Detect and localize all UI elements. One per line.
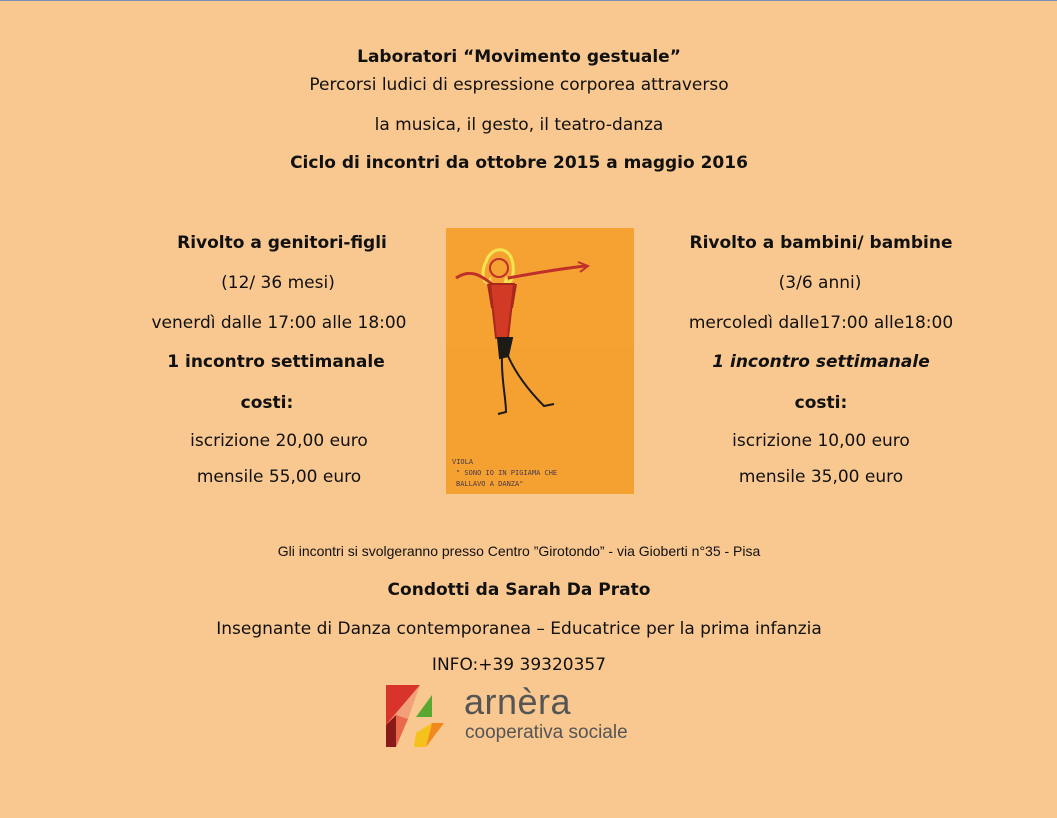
right-schedule: mercoledì dalle17:00 alle18:00 [688, 313, 954, 333]
logo-subtitle: cooperativa sociale [465, 722, 628, 743]
drawing-caption-1: VIOLA [452, 458, 474, 466]
right-frequency: 1 incontro settimanale [712, 352, 930, 372]
left-registration: iscrizione 20,00 euro [190, 431, 368, 451]
right-costs-label: costi: [794, 393, 848, 413]
right-heading: Rivolto a bambini/ bambine [689, 233, 953, 253]
drawing-caption-3: BALLAVO A DANZA" [456, 480, 524, 488]
subtitle-line-2: la musica, il gesto, il teatro-danza [374, 115, 664, 135]
arnera-logo-mark-icon [386, 685, 456, 747]
left-age: (12/ 36 mesi) [221, 273, 335, 293]
subtitle-line-1: Percorsi ludici di espressione corporea attraverso [309, 75, 729, 95]
left-heading: Rivolto a genitori-figli [177, 233, 387, 253]
left-costs-label: costi: [240, 393, 294, 413]
right-age: (3/6 anni) [778, 273, 862, 293]
right-monthly: mensile 35,00 euro [738, 467, 904, 487]
page-title: Laboratori “Movimento gestuale” [357, 47, 681, 67]
cycle-dates: Ciclo di incontri da ottobre 2015 a maggio 2016 [290, 153, 748, 173]
left-schedule: venerdì dalle 17:00 alle 18:00 [151, 313, 407, 333]
right-registration: iscrizione 10,00 euro [732, 431, 910, 451]
drawing-caption-2: " SONO IO IN PIGIAMA CHE [456, 469, 558, 477]
left-frequency: 1 incontro settimanale [167, 352, 385, 372]
contact-info: INFO:+39 39320357 [431, 655, 607, 675]
logo-name: arnèra [464, 681, 572, 722]
left-monthly: mensile 55,00 euro [196, 467, 362, 487]
conductor-name: Condotti da Sarah Da Prato [387, 580, 651, 600]
conductor-role: Insegnante di Danza contemporanea – Educatrice per la prima infanzia [216, 619, 822, 639]
child-drawing [446, 228, 634, 494]
location-text: Gli incontri si svolgeranno presso Centro ”Girotondo” - via Gioberti n°35 - Pisa [277, 543, 761, 559]
